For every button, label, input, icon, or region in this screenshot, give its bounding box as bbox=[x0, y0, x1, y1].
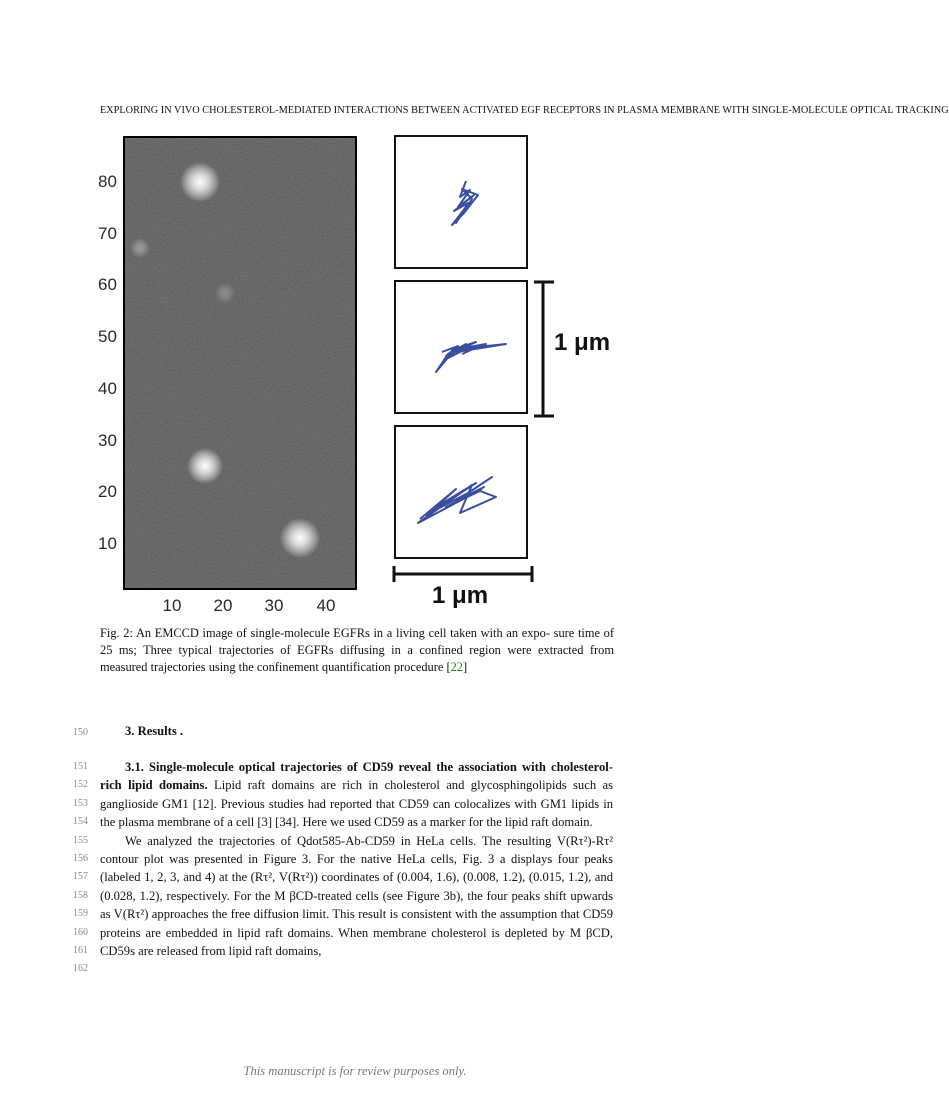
y-tick: 80 bbox=[98, 172, 117, 191]
fluorescent-spot bbox=[187, 448, 223, 484]
line-number: 162 bbox=[73, 963, 88, 975]
fluorescent-spot bbox=[280, 518, 320, 558]
line-number: 151 bbox=[73, 761, 88, 772]
line-number: 160 bbox=[73, 926, 88, 938]
caption-line: Fig. 2: An EMCCD image of single-molecule EGFRs in a living cell taken with an expo- bbox=[100, 626, 550, 640]
y-tick: 50 bbox=[98, 327, 117, 346]
line-number: 157 bbox=[73, 871, 88, 883]
horizontal-scale-bar bbox=[392, 564, 534, 584]
subsection-title: 3.1. Single-molecule optical trajectories of CD59 reveal the association with cholesterol-rich lipid domains. bbox=[100, 760, 613, 793]
x-tick: 40 bbox=[316, 596, 336, 615]
y-tick: 20 bbox=[98, 482, 117, 501]
y-tick: 40 bbox=[98, 379, 117, 398]
trajectory-line bbox=[452, 181, 478, 225]
caption-line: extracted from measured trajectories using the confinement quantification procedure [ bbox=[100, 643, 615, 674]
vertical-scale-label: 1 μm bbox=[554, 329, 611, 356]
paragraph: We analyzed the trajectories of Qdot585-Ab-CD59 in HeLa cells. The resulting V(Rτ²)-Rτ² contour plot was presented in Figure 3. For the native HeLa cells, Fig. 3 a displays four peaks (labeled 1, 2, 3, and 4) at the (Rτ², V(Rτ²)) coordinates of (0.004, 1.6), (0.008, 1.2), (0.015, 1.2), and (0.028, 1.2), respectively. For the M βCD-treated cells (see Figure 3b), the four peaks shift upwards as V(Rτ²) approaches the free diffusion limit. This result is consistent with the assumption that CD59 proteins are embedded in lipid raft domains. When membrane cholesterol is depleted by M βCD, CD59s are released from lipid raft domains, bbox=[100, 833, 613, 959]
line-number: 155 bbox=[73, 834, 88, 846]
review-footer: This manuscript is for review purposes only. bbox=[243, 1064, 467, 1078]
fluorescent-spot bbox=[180, 162, 220, 202]
running-header: EXPLORING IN VIVO CHOLESTEROL-MEDIATED INTERACTIONS BETWEEN ACTIVATED EGF RECEPTORS IN PLASMA MEMBRANE WITH SINGLE-MOLECULE OPTICAL TRACKING bbox=[100, 105, 949, 116]
trajectory-panel-2 bbox=[394, 280, 528, 414]
x-tick: 20 bbox=[213, 596, 233, 615]
trajectory-panel-3 bbox=[394, 425, 528, 559]
line-number: 161 bbox=[73, 944, 88, 956]
figure-caption bbox=[100, 625, 614, 676]
line-number: 156 bbox=[73, 852, 88, 864]
line-number: 159 bbox=[73, 908, 88, 920]
line-numbers bbox=[60, 724, 88, 742]
trajectory-line bbox=[418, 477, 496, 523]
line-number: 153 bbox=[73, 797, 88, 809]
x-tick: 10 bbox=[162, 596, 182, 615]
x-tick: 30 bbox=[264, 596, 284, 615]
citation-link[interactable]: 22 bbox=[450, 660, 463, 674]
line-number: 150 bbox=[73, 727, 88, 738]
trajectory-panel-1 bbox=[394, 135, 528, 269]
line-number: 154 bbox=[73, 816, 88, 828]
faint-spot bbox=[215, 283, 235, 303]
body-text bbox=[100, 758, 613, 960]
line-number: 158 bbox=[73, 889, 88, 901]
section-title: 3. Results . bbox=[125, 724, 184, 738]
y-tick: 70 bbox=[98, 224, 117, 243]
faint-spot bbox=[130, 238, 150, 258]
line-number: 152 bbox=[73, 779, 88, 791]
paragraph: Lipid raft domains are rich in cholesterol and glycosphingolipids such as ganglioside GM1 [12]. Previous studies had reported that CD59 can colocalizes with GM1 lipids in the plasma membrane of a cell [3] [34]. Here we used CD59 as a marker for the lipid raft domain. bbox=[100, 778, 613, 830]
emccd-image bbox=[123, 136, 357, 590]
y-tick: 10 bbox=[98, 534, 117, 553]
caption-end: ] bbox=[462, 660, 468, 674]
y-tick: 60 bbox=[98, 275, 117, 294]
horizontal-scale-label: 1 μm bbox=[432, 582, 489, 609]
caption-line: sure time of 25 ms; Three typical trajectories of EGFRs diffusing in a confined region were bbox=[100, 626, 614, 657]
line-numbers bbox=[60, 758, 88, 979]
trajectory-line bbox=[436, 342, 506, 372]
vertical-scale-bar bbox=[530, 280, 556, 418]
y-tick: 30 bbox=[98, 431, 117, 450]
